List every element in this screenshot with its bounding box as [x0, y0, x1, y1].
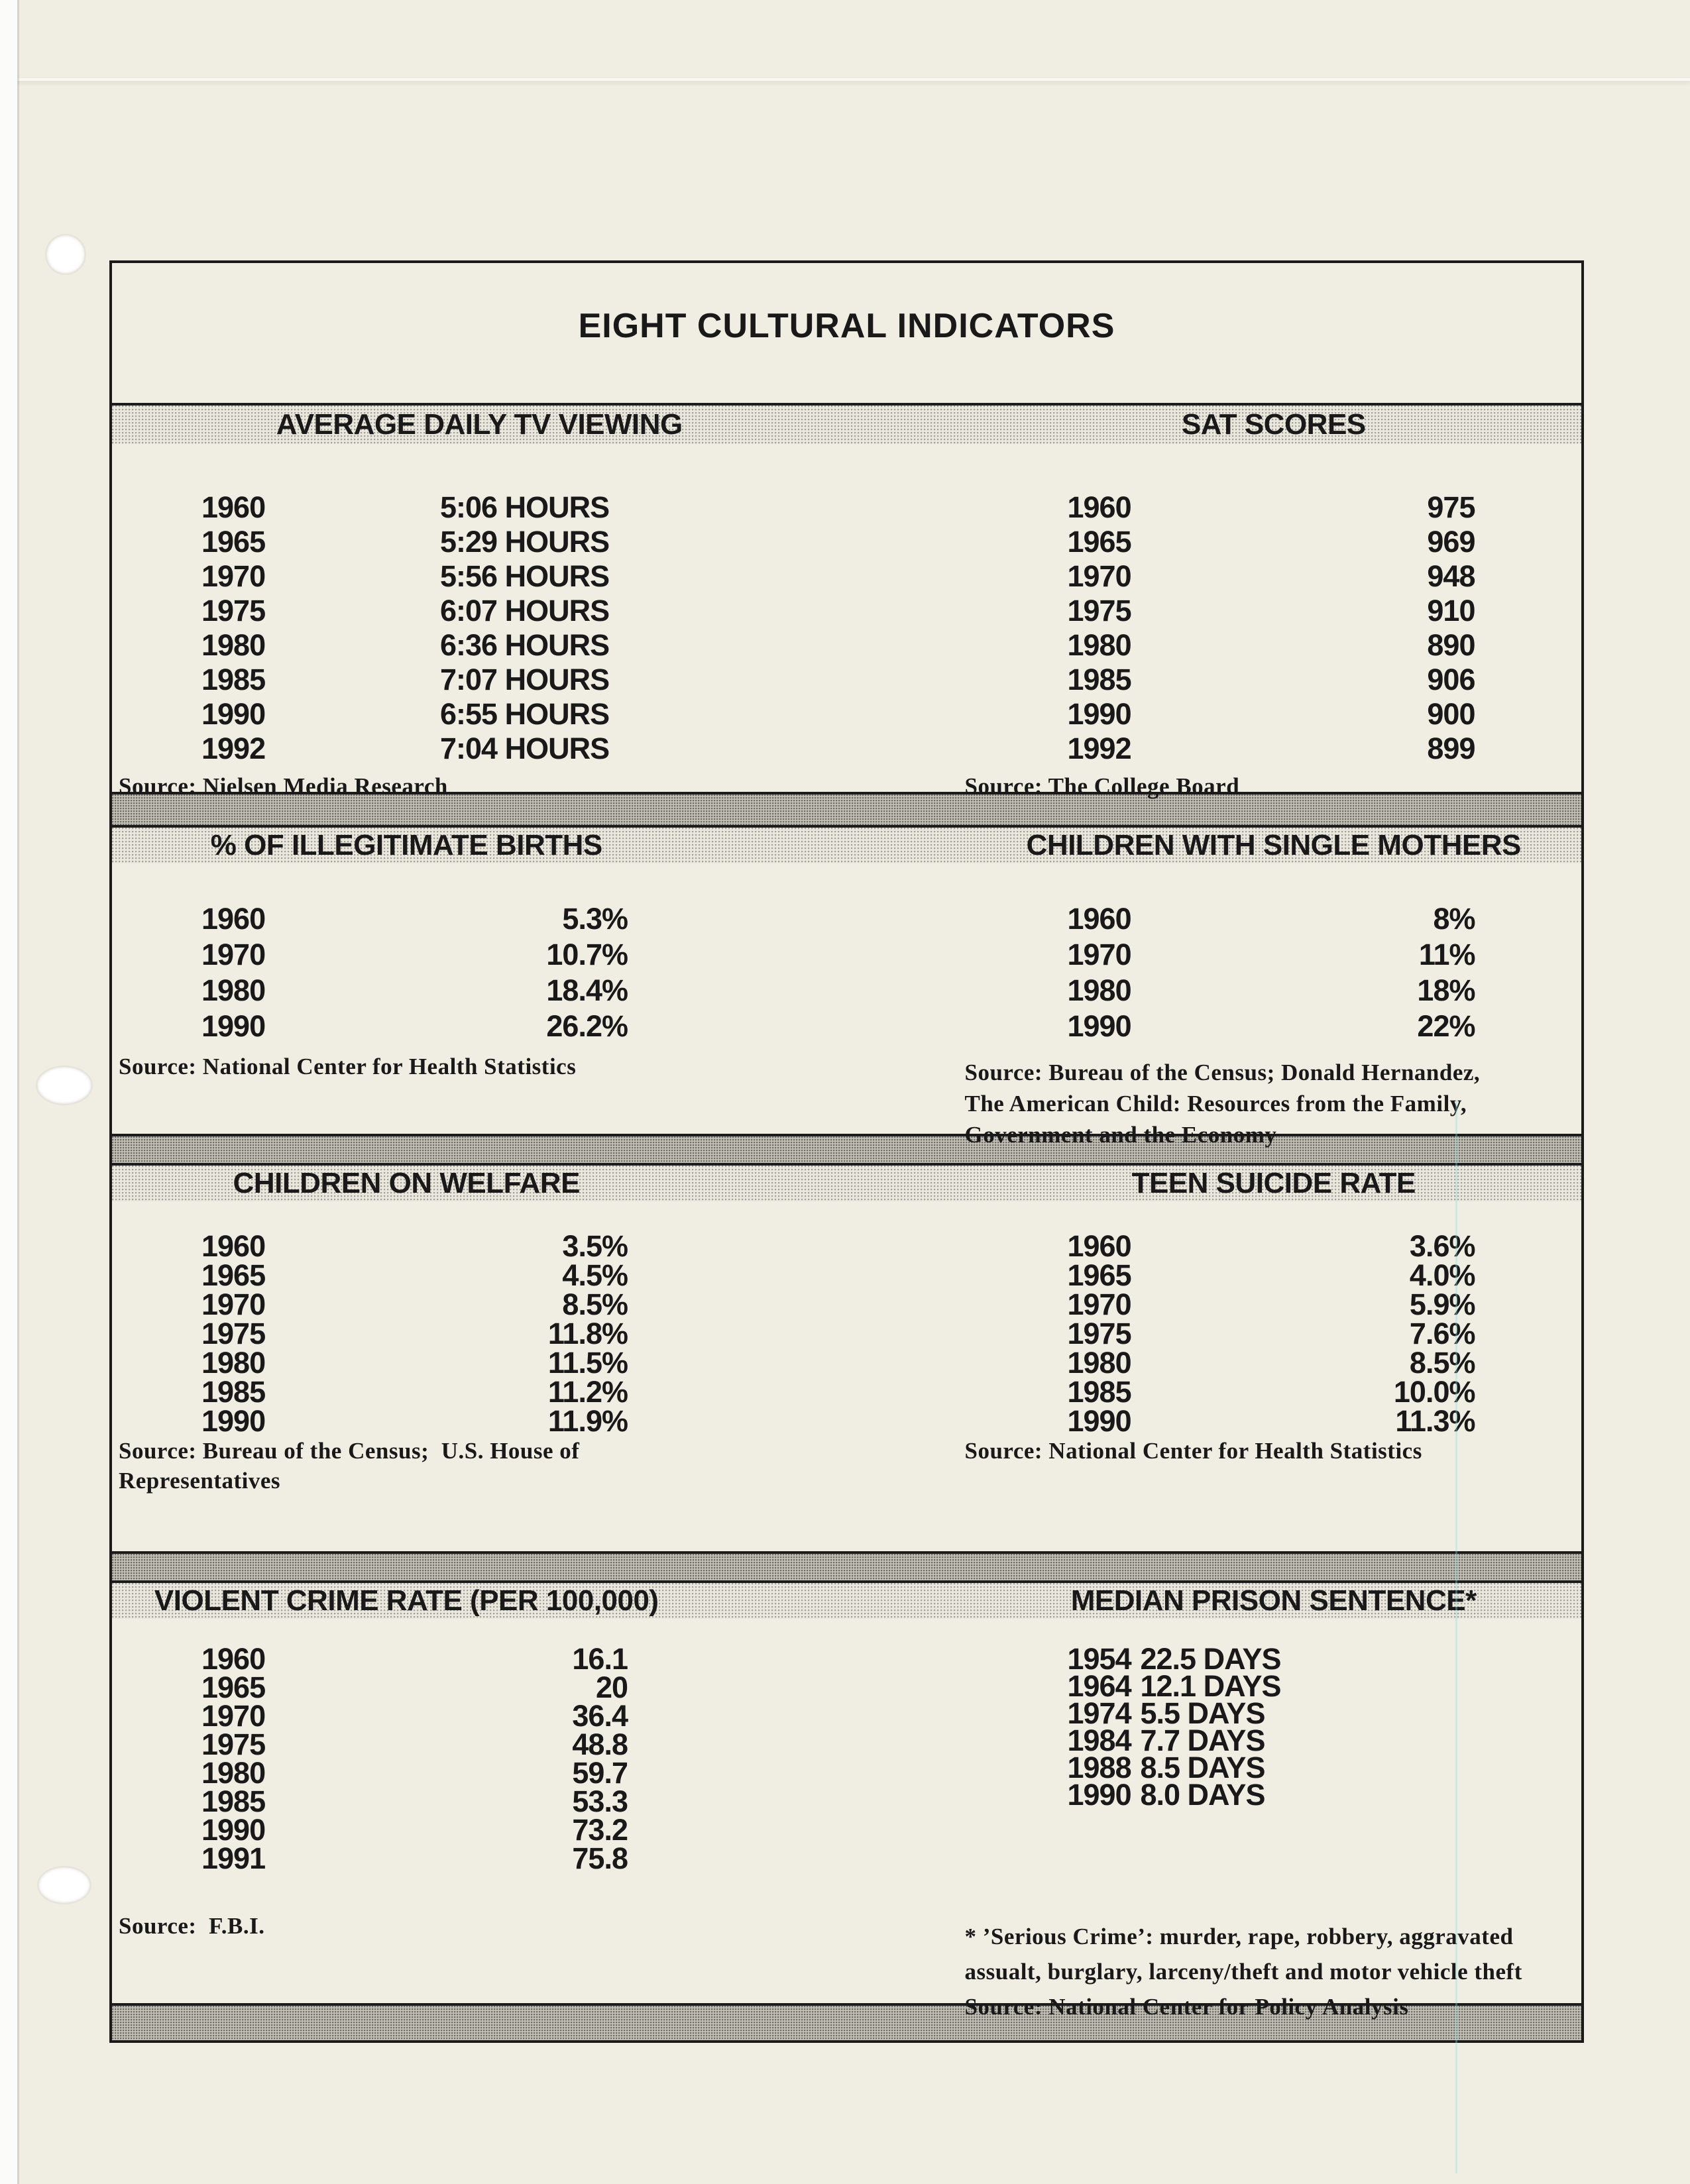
- value-cell: 4.5%: [562, 1258, 628, 1292]
- source-note: [965, 1436, 1582, 1466]
- value-cell: 899: [1427, 732, 1475, 765]
- page-left-edge: [0, 0, 17, 2184]
- table-row: [112, 1841, 847, 1875]
- value-cell: 5:56 HOURS: [440, 559, 610, 593]
- table-row: [847, 1404, 1582, 1438]
- table-row: [847, 663, 1582, 697]
- source-note: [119, 1436, 847, 1496]
- source-line: Representatives: [119, 1468, 281, 1494]
- year-cell: 1988: [1067, 1751, 1131, 1784]
- year-cell: 1984: [1067, 1723, 1131, 1757]
- section-header-teen-suicide: [847, 1166, 1582, 1201]
- table-row: [847, 1696, 1582, 1730]
- page-edge-shadow: [17, 0, 19, 2184]
- value-cell: 22%: [1417, 1009, 1475, 1043]
- year-cell: 1975: [201, 594, 266, 628]
- hole-punch: [38, 1867, 90, 1903]
- year-cell: 1964: [1067, 1669, 1131, 1703]
- year-cell: 1960: [201, 1642, 266, 1676]
- source-line: Source: The College Board: [964, 773, 1240, 799]
- section-title: MEDIAN PRISON SENTENCE*: [1070, 1584, 1477, 1617]
- year-cell: 1990: [201, 697, 266, 731]
- table-row: [112, 1670, 847, 1704]
- table-row: [112, 938, 847, 973]
- section-content-row: [112, 1619, 1581, 2020]
- table-row: [112, 594, 847, 628]
- section-sat-scores: [847, 444, 1582, 799]
- table-row: [112, 1346, 847, 1380]
- value-cell: 948: [1427, 559, 1475, 593]
- year-cell: 1980: [201, 628, 266, 662]
- table-row: [847, 559, 1582, 594]
- section-children-welfare: [112, 1201, 847, 1551]
- data-table: [112, 444, 847, 766]
- section-title: TEEN SUICIDE RATE: [1131, 1167, 1416, 1199]
- year-cell: 1980: [1067, 1346, 1131, 1380]
- value-cell: 12.1 DAYS: [1140, 1669, 1281, 1703]
- year-cell: 1985: [201, 663, 266, 696]
- table-row: [112, 1642, 847, 1676]
- value-cell: 59.7: [572, 1756, 628, 1790]
- year-cell: 1960: [1067, 490, 1131, 524]
- year-cell: 1990: [201, 1404, 266, 1438]
- table-row: [847, 697, 1582, 732]
- data-table: [112, 863, 847, 1045]
- scan-artifact-line: [1455, 1100, 1457, 2173]
- footnote-and-source: [965, 1919, 1582, 2024]
- table-row: [112, 1756, 847, 1790]
- section-prison-sentence: [847, 1619, 1582, 2020]
- section-title: % OF ILLEGITIMATE BIRTHS: [210, 829, 602, 861]
- table-row: [847, 1258, 1582, 1292]
- year-cell: 1975: [1067, 594, 1131, 628]
- year-cell: 1970: [201, 1699, 266, 1733]
- value-cell: 6:55 HOURS: [440, 697, 610, 731]
- value-cell: 11.2%: [547, 1375, 628, 1409]
- value-cell: 26.2%: [546, 1009, 628, 1043]
- table-row: [112, 1813, 847, 1847]
- data-table: [847, 1619, 1582, 1812]
- section-title: AVERAGE DAILY TV VIEWING: [276, 408, 683, 441]
- hole-punch: [37, 1067, 91, 1104]
- year-cell: 1980: [1067, 973, 1131, 1007]
- value-cell: 10.7%: [546, 938, 628, 971]
- section-content-row: [112, 1201, 1581, 1551]
- table-row: [112, 559, 847, 594]
- value-cell: 18.4%: [546, 973, 628, 1007]
- year-cell: 1985: [1067, 663, 1131, 696]
- table-row: [112, 1287, 847, 1321]
- section-header-illegitimate-births: [112, 828, 847, 863]
- value-cell: 8.5%: [562, 1287, 628, 1321]
- value-cell: 8.5%: [1409, 1346, 1475, 1380]
- source-line: Source: Bureau of the Census; U.S. House of: [119, 1438, 580, 1464]
- year-cell: 1990: [1067, 697, 1131, 731]
- source-note: [965, 1057, 1582, 1150]
- value-cell: 10.0%: [1393, 1375, 1475, 1409]
- value-cell: 6:07 HOURS: [440, 594, 610, 628]
- value-cell: 5.3%: [562, 902, 628, 936]
- year-cell: 1970: [1067, 559, 1131, 593]
- table-row: [112, 1229, 847, 1263]
- value-cell: 975: [1427, 490, 1475, 524]
- year-cell: 1990: [1067, 1778, 1131, 1812]
- page-title: EIGHT CULTURAL INDICATORS: [578, 306, 1115, 345]
- year-cell: 1992: [1067, 732, 1131, 765]
- section-header-children-welfare: [112, 1166, 847, 1201]
- table-row: [847, 490, 1582, 525]
- table-row: [847, 902, 1582, 938]
- year-cell: 1954: [1067, 1642, 1131, 1676]
- table-row: [112, 490, 847, 525]
- value-cell: 7:07 HOURS: [440, 663, 610, 696]
- title-area: [112, 263, 1581, 403]
- value-cell: 48.8: [572, 1727, 628, 1761]
- table-row: [847, 1642, 1582, 1676]
- year-cell: 1960: [1067, 902, 1131, 936]
- value-cell: 5:29 HOURS: [440, 525, 610, 559]
- value-cell: 5.9%: [1409, 1287, 1475, 1321]
- year-cell: 1960: [201, 902, 266, 936]
- year-cell: 1980: [201, 973, 266, 1007]
- section-header-band: [112, 825, 1581, 863]
- section-violent-crime: [112, 1619, 847, 2003]
- source-line: Source: F.B.I.: [119, 1913, 265, 1939]
- section-header-sat-scores: [847, 406, 1582, 444]
- table-row: [847, 1778, 1582, 1812]
- value-cell: 11.5%: [547, 1346, 628, 1380]
- year-cell: 1990: [1067, 1009, 1131, 1043]
- table-row: [112, 973, 847, 1009]
- table-row: [847, 594, 1582, 628]
- table-row: [847, 1669, 1582, 1703]
- table-row: [847, 1229, 1582, 1263]
- year-cell: 1975: [201, 1317, 266, 1350]
- value-cell: 6:36 HOURS: [440, 628, 610, 662]
- value-cell: 8.5 DAYS: [1140, 1751, 1265, 1784]
- indicators-panel: [109, 260, 1584, 2043]
- source-line: Source: Nielsen Media Research: [119, 773, 448, 799]
- table-row: [847, 1723, 1582, 1757]
- year-cell: 1990: [201, 1009, 266, 1043]
- table-row: [847, 628, 1582, 663]
- section-header-tv-viewing: [112, 406, 847, 444]
- separator-band: [112, 1551, 1581, 1580]
- section-teen-suicide: [847, 1201, 1582, 1551]
- value-cell: 53.3: [572, 1784, 628, 1818]
- footnote-line: * ’Serious Crime’: murder, rape, robbery, aggravated: [964, 1924, 1514, 1949]
- data-table: [847, 1201, 1582, 1438]
- value-cell: 11.8%: [547, 1317, 628, 1350]
- source-line: Source: National Center for Policy Analysis: [964, 1994, 1409, 2020]
- section-single-mothers: [847, 863, 1582, 1148]
- value-cell: 5:06 HOURS: [440, 490, 610, 524]
- year-cell: 1970: [1067, 938, 1131, 971]
- year-cell: 1965: [1067, 1258, 1131, 1292]
- year-cell: 1965: [201, 525, 266, 559]
- source-line: Source: National Center for Health Statistics: [964, 1438, 1422, 1464]
- section-illegitimate-births: [112, 863, 847, 1134]
- value-cell: 75.8: [572, 1841, 628, 1875]
- year-cell: 1980: [201, 1346, 266, 1380]
- value-cell: 11.9%: [547, 1404, 628, 1438]
- table-row: [847, 1287, 1582, 1321]
- table-row: [112, 1009, 847, 1045]
- value-cell: 3.6%: [1409, 1229, 1475, 1263]
- year-cell: 1970: [201, 938, 266, 971]
- table-row: [112, 1699, 847, 1733]
- table-row: [847, 1751, 1582, 1784]
- table-row: [847, 1317, 1582, 1350]
- value-cell: 7.6%: [1409, 1317, 1475, 1350]
- section-header-violent-crime: [112, 1583, 847, 1619]
- table-row: [847, 732, 1582, 766]
- value-cell: 73.2: [572, 1813, 628, 1847]
- source-line: Government and the Economy: [964, 1122, 1277, 1148]
- table-row: [112, 1404, 847, 1438]
- year-cell: 1965: [201, 1670, 266, 1704]
- data-table: [847, 444, 1582, 766]
- value-cell: 16.1: [572, 1642, 628, 1676]
- paper-crease: [0, 78, 1690, 81]
- value-cell: 11.3%: [1395, 1404, 1475, 1438]
- section-title: CHILDREN ON WELFARE: [233, 1167, 580, 1199]
- value-cell: 910: [1427, 594, 1475, 628]
- value-cell: 11%: [1418, 938, 1475, 971]
- value-cell: 20: [595, 1670, 628, 1704]
- value-cell: 22.5 DAYS: [1140, 1642, 1281, 1676]
- section-header-band: [112, 1580, 1581, 1619]
- data-table: [112, 1201, 847, 1438]
- table-row: [112, 1317, 847, 1350]
- source-note: [965, 771, 1582, 802]
- year-cell: 1975: [201, 1727, 266, 1761]
- year-cell: 1960: [1067, 1229, 1131, 1263]
- value-cell: 3.5%: [562, 1229, 628, 1263]
- value-cell: 969: [1427, 525, 1475, 559]
- data-table: [112, 1619, 847, 1875]
- table-row: [112, 1258, 847, 1292]
- year-cell: 1985: [201, 1375, 266, 1409]
- value-cell: 900: [1427, 697, 1475, 731]
- value-cell: 4.0%: [1409, 1258, 1475, 1292]
- year-cell: 1970: [201, 1287, 266, 1321]
- hole-punch: [46, 235, 85, 274]
- table-row: [112, 628, 847, 663]
- section-content-row: [112, 444, 1581, 799]
- table-row: [847, 525, 1582, 559]
- data-table: [847, 863, 1582, 1045]
- value-cell: 18%: [1417, 973, 1475, 1007]
- section-header-band: [112, 1163, 1581, 1201]
- year-cell: 1960: [201, 1229, 266, 1263]
- source-line: Source: Bureau of the Census; Donald Hernandez,: [964, 1060, 1481, 1085]
- value-cell: 8%: [1433, 902, 1475, 936]
- year-cell: 1990: [1067, 1404, 1131, 1438]
- section-title: SAT SCORES: [1181, 408, 1366, 441]
- year-cell: 1974: [1067, 1696, 1131, 1730]
- source-note: [119, 1911, 847, 1941]
- year-cell: 1980: [201, 1756, 266, 1790]
- source-note: [119, 771, 847, 802]
- value-cell: 906: [1427, 663, 1475, 696]
- year-cell: 1980: [1067, 628, 1131, 662]
- year-cell: 1985: [201, 1784, 266, 1818]
- table-row: [112, 697, 847, 732]
- year-cell: 1965: [1067, 525, 1131, 559]
- table-row: [847, 1009, 1582, 1045]
- year-cell: 1960: [201, 490, 266, 524]
- table-row: [112, 902, 847, 938]
- section-header-band: [112, 403, 1581, 444]
- table-row: [847, 938, 1582, 973]
- year-cell: 1985: [1067, 1375, 1131, 1409]
- table-row: [112, 525, 847, 559]
- year-cell: 1991: [201, 1841, 266, 1875]
- section-header-prison-sentence: [847, 1583, 1582, 1619]
- section-header-single-mothers: [847, 828, 1582, 863]
- source-line: Source: National Center for Health Statistics: [119, 1054, 577, 1079]
- value-cell: 8.0 DAYS: [1140, 1778, 1265, 1812]
- year-cell: 1992: [201, 732, 266, 765]
- table-row: [847, 973, 1582, 1009]
- section-title: CHILDREN WITH SINGLE MOTHERS: [1026, 829, 1521, 861]
- section-title: VIOLENT CRIME RATE (PER 100,000): [154, 1584, 659, 1617]
- table-row: [112, 1375, 847, 1409]
- year-cell: 1965: [201, 1258, 266, 1292]
- section-tv-viewing: [112, 444, 847, 799]
- year-cell: 1975: [1067, 1317, 1131, 1350]
- table-row: [847, 1375, 1582, 1409]
- table-row: [112, 663, 847, 697]
- source-line: The American Child: Resources from the Family,: [964, 1091, 1467, 1117]
- table-row: [847, 1346, 1582, 1380]
- table-row: [112, 732, 847, 766]
- section-content-row: [112, 863, 1581, 1148]
- value-cell: 890: [1427, 628, 1475, 662]
- value-cell: 7:04 HOURS: [440, 732, 610, 765]
- value-cell: 36.4: [572, 1699, 628, 1733]
- year-cell: 1970: [1067, 1287, 1131, 1321]
- table-row: [112, 1727, 847, 1761]
- table-row: [112, 1784, 847, 1818]
- year-cell: 1970: [201, 559, 266, 593]
- value-cell: 7.7 DAYS: [1140, 1723, 1265, 1757]
- source-note: [119, 1052, 847, 1082]
- value-cell: 5.5 DAYS: [1140, 1696, 1265, 1730]
- footnote-line: assualt, burglary, larceny/theft and motor vehicle theft: [964, 1959, 1522, 1985]
- year-cell: 1990: [201, 1813, 266, 1847]
